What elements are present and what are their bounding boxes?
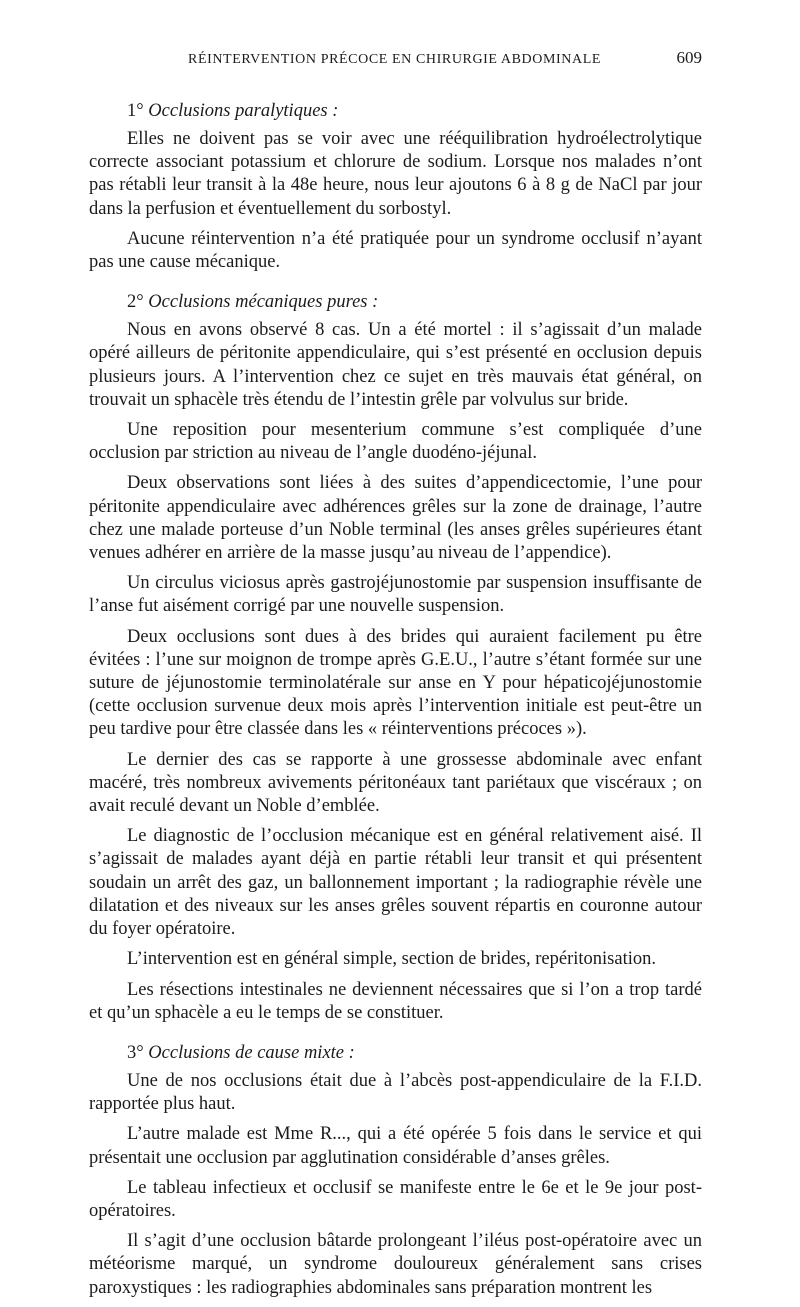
section-number-3: 3° bbox=[127, 1042, 144, 1063]
section-title-3: Occlusions de cause mixte : bbox=[148, 1042, 355, 1063]
paragraph: Le dernier des cas se rapporte à une grossesse abdominale avec enfant macéré, très nombreux avivements péritonéaux tant pariétaux que viscéraux ; on avait reculé devant un Noble d’emblée. bbox=[89, 749, 702, 817]
paragraph: Un circulus viciosus après gastrojéjunostomie par suspension insuffisante de l’anse fut aisément corrigé par une nouvelle suspension. bbox=[89, 573, 702, 617]
section-number-1: 1° bbox=[127, 101, 144, 121]
paragraph: Il s’agit d’une occlusion bâtarde prolongeant l’iléus post-opératoire avec un météorisme marqué, un syndrome douloureux généralement sans crises paroxystiques : les radiographies abdominales sans préparation montrent les bbox=[89, 1231, 702, 1298]
paragraph: Nous en avons observé 8 cas. Un a été mortel : il s’agissait d’un malade opéré ailleurs de péritonite appendiculaire, qui s’est présenté en occlusion depuis plusieurs jours. A l’intervention chez ce sujet en très mauvais état général, on trouvait un sphacèle très étendu de l’intestin grêle par volvulus sur bride. bbox=[89, 320, 702, 410]
paragraph: Deux occlusions sont dues à des brides qui auraient facilement pu être évitées : l’une sur moignon de trompe après G.E.U., l’autre s’étant formée sur une suture de jéjunostomie terminolatérale sur anse en Y pour hépaticojéjunostomie (cette occlusion survenue deux mois après l’intervention initiale est peut-être un peu tardive pour être classée dans les « réinterventions précoces »). bbox=[89, 626, 702, 740]
running-title: RÉINTERVENTION PRÉCOCE EN CHIRURGIE ABDOMINALE bbox=[188, 52, 602, 67]
paragraph: Deux observations sont liées à des suites d’appendicectomie, l’une pour péritonite appendiculaire avec adhérences grêles sur la zone de drainage, l’autre chez une malade porteuse d’un Noble terminal (les anses grêles supérieures étant venues adhérer en arrière de la masse jusqu’au niveau de l’appendice). bbox=[89, 473, 702, 564]
page-header bbox=[188, 48, 702, 68]
section-heading-3 bbox=[89, 1040, 702, 1066]
paragraph: Les résections intestinales ne deviennent nécessaires que si l’on a trop tardé et qu’un sphacèle a eu le temps de se constituer. bbox=[89, 979, 702, 1023]
paragraph: Aucune réintervention n’a été pratiquée pour un syndrome occlusif n’ayant pas une cause mécanique. bbox=[89, 228, 702, 273]
section-title-1: Occlusions paralytiques : bbox=[148, 101, 339, 121]
paragraph: Le tableau infectieux et occlusif se manifeste entre le 6e et le 9e jour post-opératoires. bbox=[89, 1177, 702, 1221]
paragraph: Elles ne doivent pas se voir avec une rééquilibration hydroélectrolytique correcte associant potassium et chlorure de sodium. Lorsque nos malades n’ont pas rétabli leur transit à la 48e heure, nous leur ajoutons 6 à 8 g de NaCl par jour dans la perfusion et éventuellement du sorbostyl. bbox=[89, 129, 702, 219]
paragraph: Une de nos occlusions était due à l’abcès post-appendiculaire de la F.I.D. rapportée plus haut. bbox=[89, 1070, 702, 1115]
paragraph: L’autre malade est Mme R..., qui a été opérée 5 fois dans le service et qui présentait une occlusion par agglutination considérable d’anses grêles. bbox=[89, 1124, 702, 1168]
page-number: 609 bbox=[676, 48, 702, 67]
section-number-2: 2° bbox=[127, 292, 144, 313]
section-title-2: Occlusions mécaniques pures : bbox=[148, 292, 379, 313]
page-body bbox=[89, 98, 702, 1307]
section-heading-1 bbox=[89, 98, 702, 124]
paragraph: Une reposition pour mesenterium commune s’est compliquée d’une occlusion par striction au niveau de l’angle duodéno-jéjunal. bbox=[89, 420, 702, 464]
paragraph: Le diagnostic de l’occlusion mécanique est en général relativement aisé. Il s’agissait de malades ayant déjà en partie rétabli leur transit et qui présentent soudain un arrêt des gaz, un ballonnement important ; la radiographie révèle une dilatation et des niveaux sur les anses grêles souvent répartis en couronne autour du foyer opératoire. bbox=[89, 826, 702, 940]
section-heading-2 bbox=[89, 289, 702, 315]
paragraph: L’intervention est en général simple, section de brides, repéritonisation. bbox=[127, 949, 656, 970]
